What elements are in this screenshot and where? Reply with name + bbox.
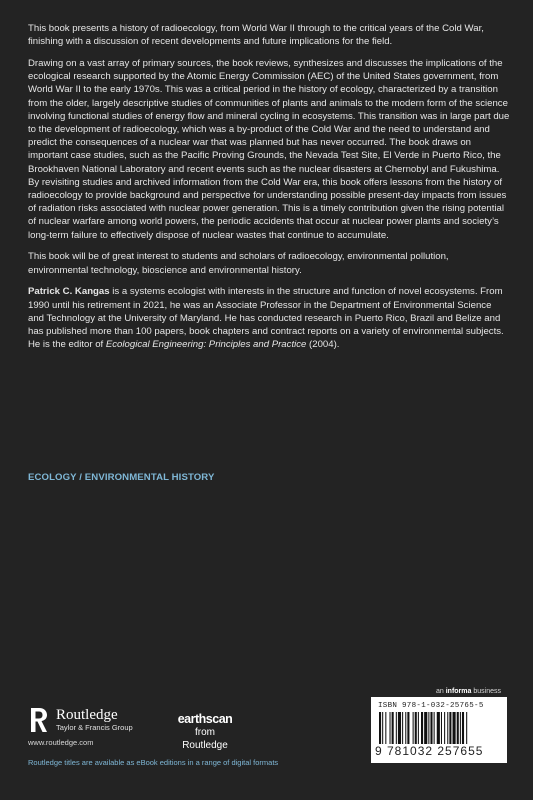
subject-category: ECOLOGY / ENVIRONMENTAL HISTORY <box>28 472 215 483</box>
barcode-bars <box>377 712 501 744</box>
author-bio <box>28 285 510 351</box>
isbn-barcode <box>371 697 507 763</box>
ebook-availability-note: Routledge titles are available as eBook editions in a range of digital formats <box>28 758 279 767</box>
imprint-name: earthscan <box>177 712 233 726</box>
description-paragraph: This book presents a history of radioecology, from World War II through to the critical years of the Cold War, finishing with a discussion of recent developments and future implications for the field. <box>28 23 484 48</box>
author-bio-end: (2004). <box>306 339 340 351</box>
informa-brand: informa <box>445 688 472 695</box>
informa-prefix: an <box>436 688 446 695</box>
publisher-name: Routledge <box>56 706 118 723</box>
description-paragraph: Drawing on a vast array of primary sources, the book reviews, synthesizes and discusses the implications of the ecological research supported by the Atomic Energy Commission (AEC) of the United States government, from World War II to the early 1970s. This was a critical period in the history of ecology, characterized by a transition from the older, largely descriptive studies of communities of plants and animals to the modern form of the science involving functional studies of energy flow and mineral cycling in ecosystems. This transition was in large part due to the development of radioecology, which was a by-product of the Cold War and the need to understand and predict the consequences of a nuclear war that was planned but has never occurred. The book draws on important case studies, such as the Pacific Proving Grounds, the Nevada Test Site, El Verde in Puerto Rico, the Brookhaven National Laboratory and recent events such as the nuclear disasters at Chernobyl and Fukushima. By revisiting studies and archived information from the Cold War era, this book offers lessons from the history of radioecology to provide background and perspective for understanding possible present-day impacts from issues of radiation risks associated with nuclear power generation. This is a timely contribution given the rising potential of nuclear warfare among world powers, the periodic accidents that occur at nuclear power plants and society’s long-term failure to effectively dispose of nuclear wastes that continue to accumulate. <box>28 58 510 241</box>
routledge-logo <box>28 706 133 734</box>
description-paragraph: This book will be of great interest to students and scholars of radioecology, environmental pollution, environmental technology, bioscience and environmental history. <box>28 251 449 276</box>
author-name: Patrick C. Kangas <box>28 286 110 298</box>
informa-suffix: business <box>471 688 501 695</box>
back-cover-text <box>28 22 510 360</box>
earthscan-logo <box>176 713 234 752</box>
barcode-digits: 9 781032 257655 <box>375 744 484 758</box>
informa-business-label <box>436 688 501 695</box>
edited-book-title: Ecological Engineering: Principles and Practice <box>105 339 307 351</box>
publisher-group: Taylor & Francis Group <box>56 722 133 732</box>
author-bio-text: is a systems ecologist with interests in the structure and function of novel ecosystems. From 1990 until his retirement in 2021, he was an Associate Professor in the Department of Environmental Science and Technology at the University of Maryland. He has conducted research in Puerto Rico, Brazil and Belize and has published more than 100 papers, book chapters and contract reports on a variety of environmental subjects. He is the editor of <box>28 286 504 351</box>
routledge-r-icon <box>28 706 50 734</box>
publisher-url: www.routledge.com <box>28 738 94 747</box>
imprint-from: from Routledge <box>182 727 228 751</box>
isbn-number: ISBN 978-1-032-25765-5 <box>378 702 484 710</box>
